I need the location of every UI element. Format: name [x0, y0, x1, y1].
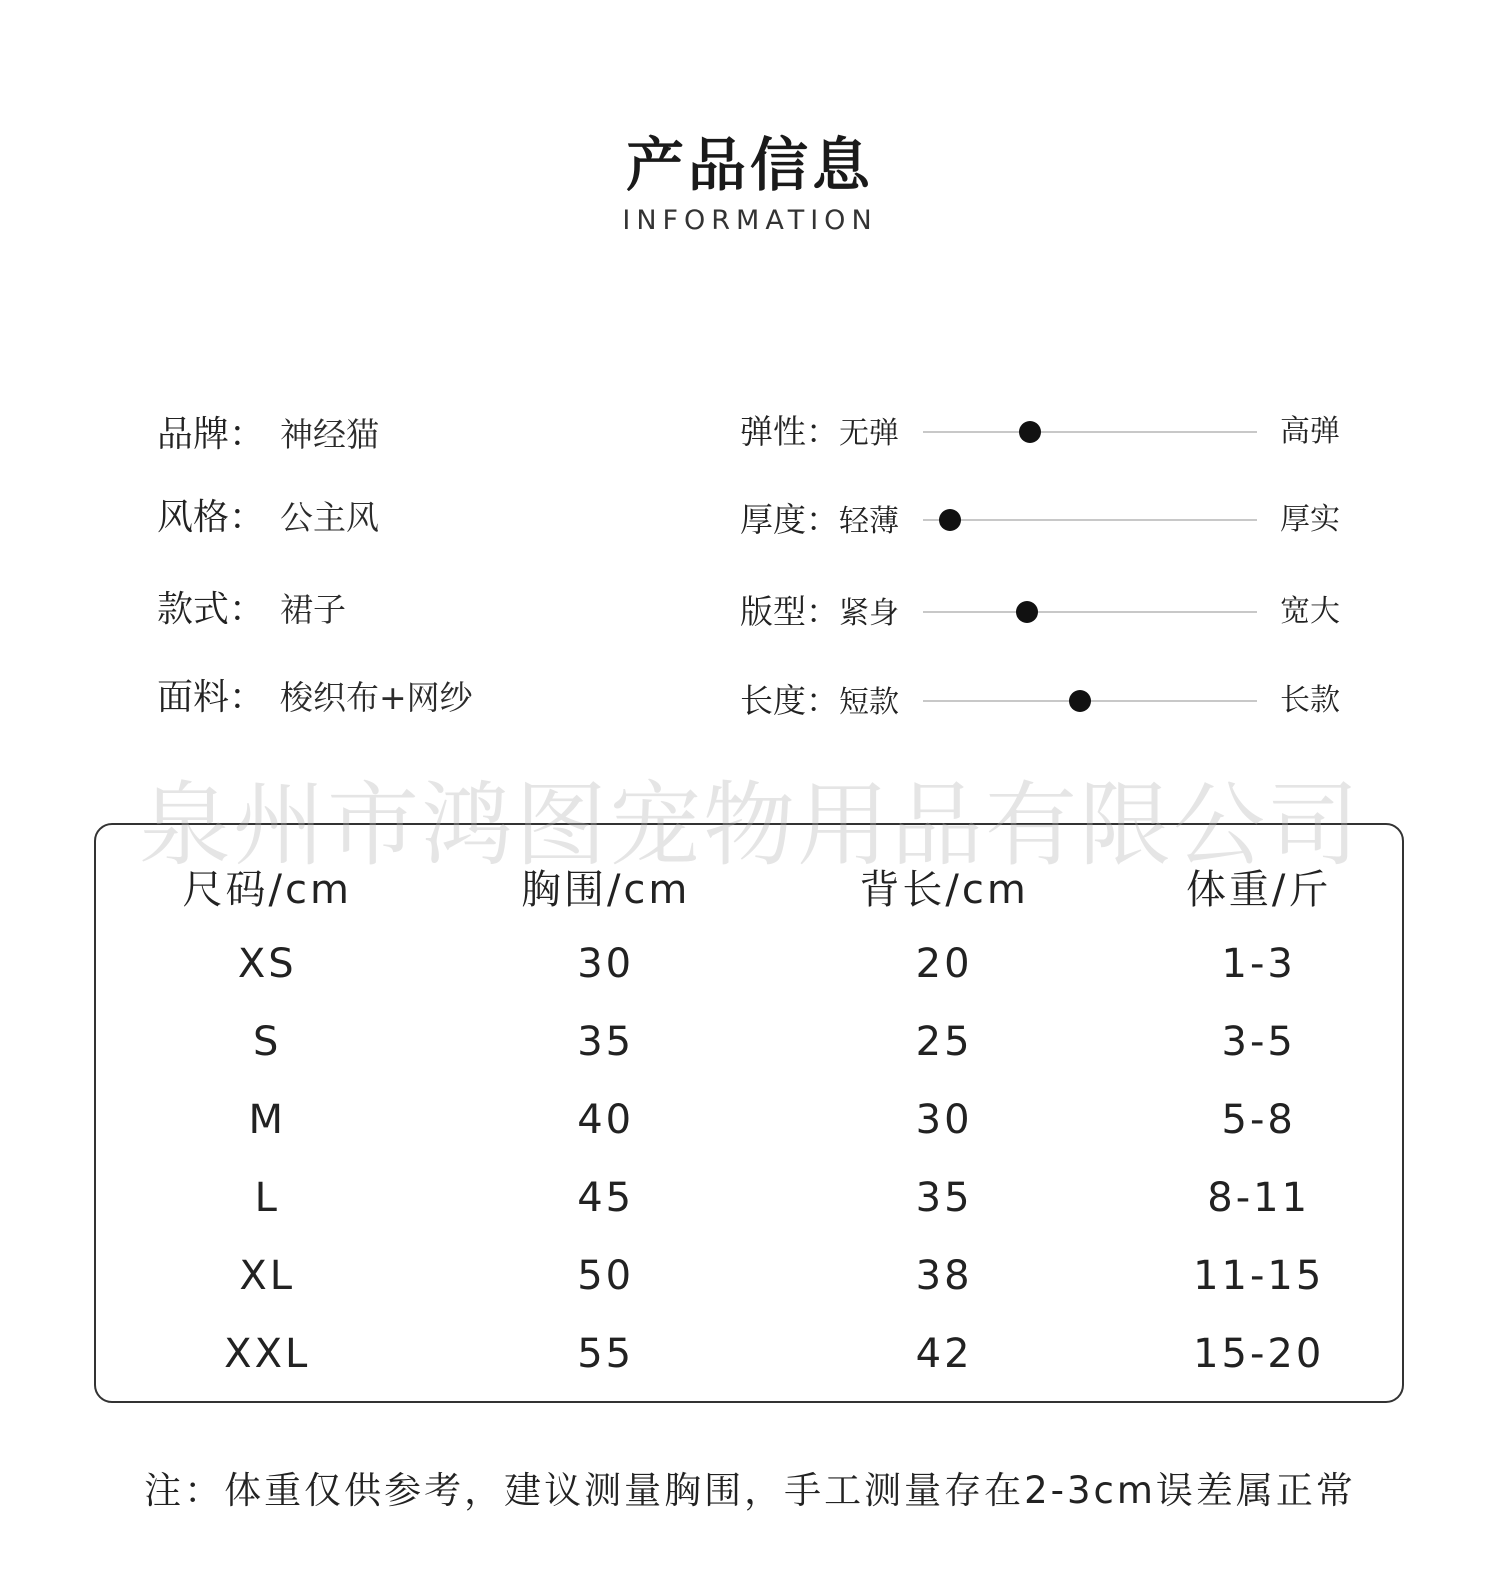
scale-indicator-dot — [1019, 421, 1041, 443]
scale-label: 版型： — [740, 592, 839, 631]
scale-track — [923, 519, 1257, 521]
attribute-value: 裙子 — [280, 590, 346, 629]
table-cell: 42 — [915, 1331, 973, 1377]
table-cell: 1-3 — [1221, 941, 1296, 987]
attribute-key: 面料： — [157, 677, 266, 718]
scale-high-label: 厚实 — [1280, 502, 1340, 537]
attribute-key: 款式： — [157, 589, 266, 630]
attribute-value: 公主风 — [280, 498, 379, 537]
table-cell: 5-8 — [1221, 1097, 1296, 1143]
scale-thickness — [740, 495, 1360, 545]
attribute-value: 神经猫 — [280, 415, 379, 454]
attribute-fabric — [157, 673, 473, 723]
company-watermark: 泉州市鸿图宠物用品有限公司 — [138, 772, 1361, 879]
scale-low-label: 短款 — [839, 685, 899, 720]
scale-fit — [740, 587, 1360, 637]
table-cell: 35 — [915, 1175, 973, 1221]
table-cell: XL — [239, 1253, 296, 1299]
table-cell: 45 — [577, 1175, 635, 1221]
table-cell: S — [253, 1019, 282, 1065]
table-cell: 30 — [577, 941, 635, 987]
scale-track — [923, 611, 1257, 613]
table-cell: 38 — [915, 1253, 973, 1299]
size-table — [98, 847, 1404, 1393]
column-header-weight: 体重/斤 — [1185, 866, 1332, 913]
table-row — [98, 1159, 1404, 1237]
scale-length — [740, 676, 1360, 726]
table-cell: 35 — [577, 1019, 635, 1065]
attribute-style — [157, 493, 379, 543]
attribute-value: 梭织布+网纱 — [280, 678, 473, 717]
table-cell: 50 — [577, 1253, 635, 1299]
table-cell: XS — [237, 941, 297, 987]
scale-label: 长度： — [740, 681, 839, 720]
scale-track — [923, 700, 1257, 702]
column-header-chest: 胸围/cm — [520, 866, 691, 913]
table-cell: 30 — [915, 1097, 973, 1143]
scale-label: 弹性： — [740, 412, 839, 451]
table-cell: M — [248, 1097, 286, 1143]
table-cell: 15-20 — [1193, 1331, 1325, 1377]
scale-high-label: 高弹 — [1280, 414, 1340, 449]
scale-low-label: 无弹 — [839, 416, 899, 451]
page-title: 产品信息 — [625, 131, 874, 199]
attribute-brand — [157, 410, 379, 460]
attribute-key: 风格： — [157, 497, 266, 538]
scale-label: 厚度： — [740, 500, 839, 539]
table-cell: 8-11 — [1207, 1175, 1311, 1221]
column-header-back-length: 背长/cm — [859, 866, 1029, 913]
table-cell: 11-15 — [1193, 1253, 1325, 1299]
table-row — [98, 1003, 1404, 1081]
table-cell: 20 — [915, 941, 973, 987]
attribute-type — [157, 585, 346, 635]
size-chart — [94, 823, 1404, 1403]
scale-indicator-dot — [1016, 601, 1038, 623]
scale-high-label: 宽大 — [1280, 594, 1340, 629]
scale-high-label: 长款 — [1280, 683, 1340, 718]
table-row — [98, 1237, 1404, 1315]
scale-low-label: 紧身 — [839, 596, 899, 631]
footnote: 注：体重仅供参考，建议测量胸围，手工测量存在2-3cm误差属正常 — [144, 1469, 1356, 1512]
table-cell: 55 — [577, 1331, 635, 1377]
scale-indicator-dot — [1069, 690, 1091, 712]
table-cell: 25 — [915, 1019, 973, 1065]
column-header-size: 尺码/cm — [182, 866, 352, 913]
table-cell: L — [254, 1175, 280, 1221]
table-row — [98, 925, 1404, 1003]
page-subtitle: INFORMATION — [622, 205, 878, 236]
table-cell: 40 — [577, 1097, 635, 1143]
scale-track — [923, 431, 1257, 433]
table-row — [98, 1081, 1404, 1159]
table-cell: 3-5 — [1221, 1019, 1296, 1065]
scale-indicator-dot — [939, 509, 961, 531]
attribute-key: 品牌： — [157, 414, 266, 455]
table-row — [98, 1315, 1404, 1393]
scale-elasticity — [740, 407, 1360, 457]
table-cell: XXL — [224, 1331, 311, 1377]
scale-low-label: 轻薄 — [839, 504, 899, 539]
